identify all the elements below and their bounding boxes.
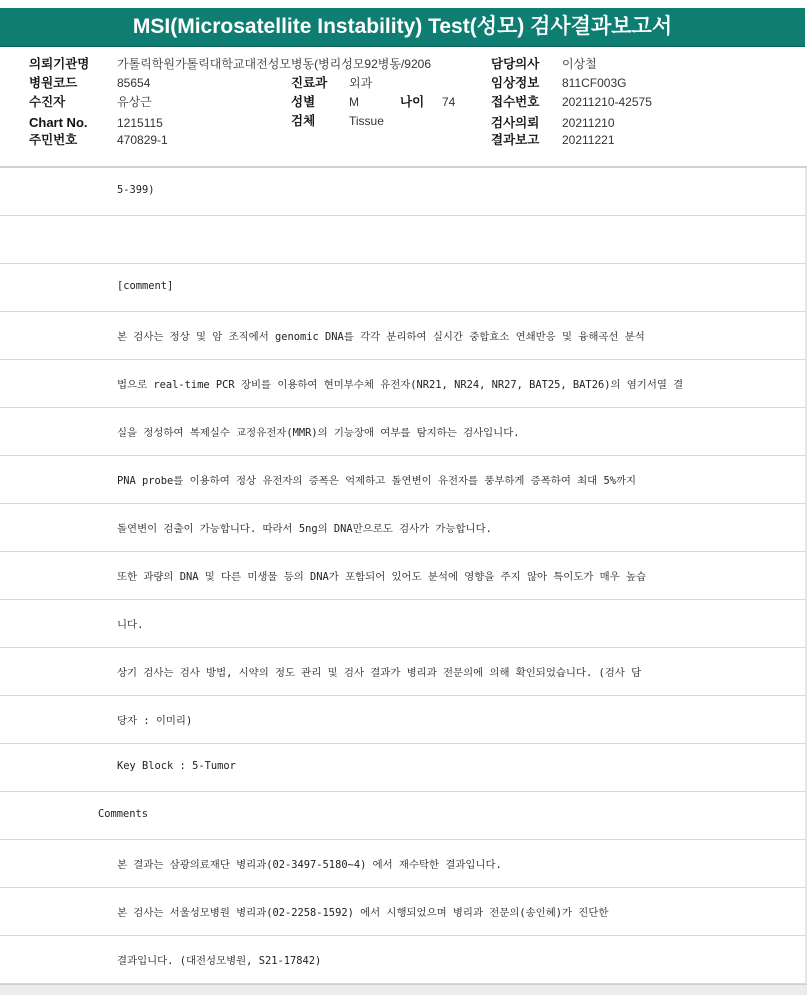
receipt-no-label: 접수번호 (491, 94, 540, 109)
row-text: 상기 검사는 검사 방법, 시약의 정도 관리 및 검사 결과가 병리과 전문의에 의해 확인되었습니다. (검사 담 (117, 667, 642, 679)
clinical-info-label: 임상정보 (491, 75, 540, 90)
doctor-value: 이상철 (562, 57, 597, 71)
text-row (0, 216, 807, 264)
row-text: Comments (98, 808, 149, 820)
row-text: 결과입니다. (대전성모병원, S21-17842) (117, 955, 322, 967)
text-row (0, 552, 807, 600)
text-row (0, 312, 807, 360)
bottom-scrollbar[interactable] (0, 984, 807, 995)
report-date-label: 결과보고 (491, 132, 540, 147)
age-value: 74 (442, 95, 456, 109)
row-text: [comment] (117, 280, 174, 292)
text-row (0, 888, 807, 936)
row-text: 법으로 real-time PCR 장비를 이용하여 현미부수체 유전자(NR21, NR24, NR27, BAT25, BAT26)의 염기서열 결 (117, 379, 684, 391)
sex-label: 성별 (291, 94, 316, 109)
specimen-label: 검체 (291, 113, 316, 128)
hospital-code-label: 병원코드 (29, 75, 78, 90)
sex-value: M (349, 95, 359, 109)
text-row (0, 264, 807, 312)
text-row (0, 696, 807, 744)
text-row (0, 744, 807, 792)
text-row (0, 600, 807, 648)
text-row (0, 840, 807, 888)
request-date-value: 20211210 (562, 116, 615, 130)
report-body (0, 168, 807, 988)
dept-label: 진료과 (291, 75, 328, 90)
row-text: 본 결과는 삼광의료재단 병리과(02-3497-5180~4) 에서 재수탁한 결과입니다. (117, 859, 502, 871)
dept-value: 외과 (349, 76, 373, 90)
chart-no-label: Chart No. (29, 115, 88, 130)
row-text: 니다. (117, 619, 144, 631)
text-row (0, 792, 807, 840)
patient-value: 유상근 (117, 95, 152, 109)
text-row (0, 408, 807, 456)
text-row (0, 168, 807, 216)
row-text: PNA probe를 이용하여 정상 유전자의 증폭은 억제하고 돌연변이 유전자를 풍부하게 증폭하여 최대 5%까지 (117, 475, 637, 487)
row-text: 5-399) (117, 184, 155, 196)
institution-value: 가톨릭학원가톨릭대학교대전성모병동(병리성모92병동/9206 (117, 57, 431, 71)
resident-no-value: 470829-1 (117, 133, 168, 147)
receipt-no-value: 20211210-42575 (562, 95, 652, 109)
patient-label: 수진자 (29, 94, 66, 109)
clinical-info-value: 811CF003G (562, 76, 627, 90)
text-row (0, 360, 807, 408)
text-row (0, 504, 807, 552)
report-date-value: 20211221 (562, 133, 615, 147)
row-text: 돌연변이 검출이 가능합니다. 따라서 5ng의 DNA만으로도 검사가 가능합니다. (117, 523, 492, 535)
report-header (0, 48, 807, 168)
institution-label: 의뢰기관명 (29, 56, 90, 71)
doctor-label: 담당의사 (491, 56, 540, 71)
row-text: 당자 : 이미리) (117, 715, 193, 727)
specimen-value: Tissue (349, 114, 384, 128)
request-date-label: 검사의뢰 (491, 115, 540, 130)
row-text: Key Block : 5-Tumor (117, 760, 236, 772)
row-text: 실을 정성하여 복제실수 교정유전자(MMR)의 기능장애 여부를 탐지하는 검사입니다. (117, 427, 520, 439)
text-row (0, 648, 807, 696)
text-row (0, 936, 807, 984)
resident-no-label: 주민번호 (29, 132, 78, 147)
hospital-code-value: 85654 (117, 76, 151, 90)
row-text: 본 검사는 서울성모병원 병리과(02-2258-1592) 에서 시행되었으며 병리과 전문의(송인혜)가 진단한 (117, 907, 609, 919)
text-row (0, 456, 807, 504)
report-title: MSI(Microsatellite Instability) Test(성모) 검사결과보고서 (0, 8, 805, 47)
age-label: 나이 (400, 94, 425, 109)
row-text: 또한 과량의 DNA 및 다른 미생물 등의 DNA가 포함되어 있어도 분석에 영향을 주지 않아 특이도가 매우 높습 (117, 571, 647, 583)
chart-no-value: 1215115 (117, 116, 163, 130)
row-text: 본 검사는 정상 및 암 조직에서 genomic DNA를 각각 분리하여 실시간 중합효소 연쇄반응 및 융해곡선 분석 (117, 331, 645, 343)
